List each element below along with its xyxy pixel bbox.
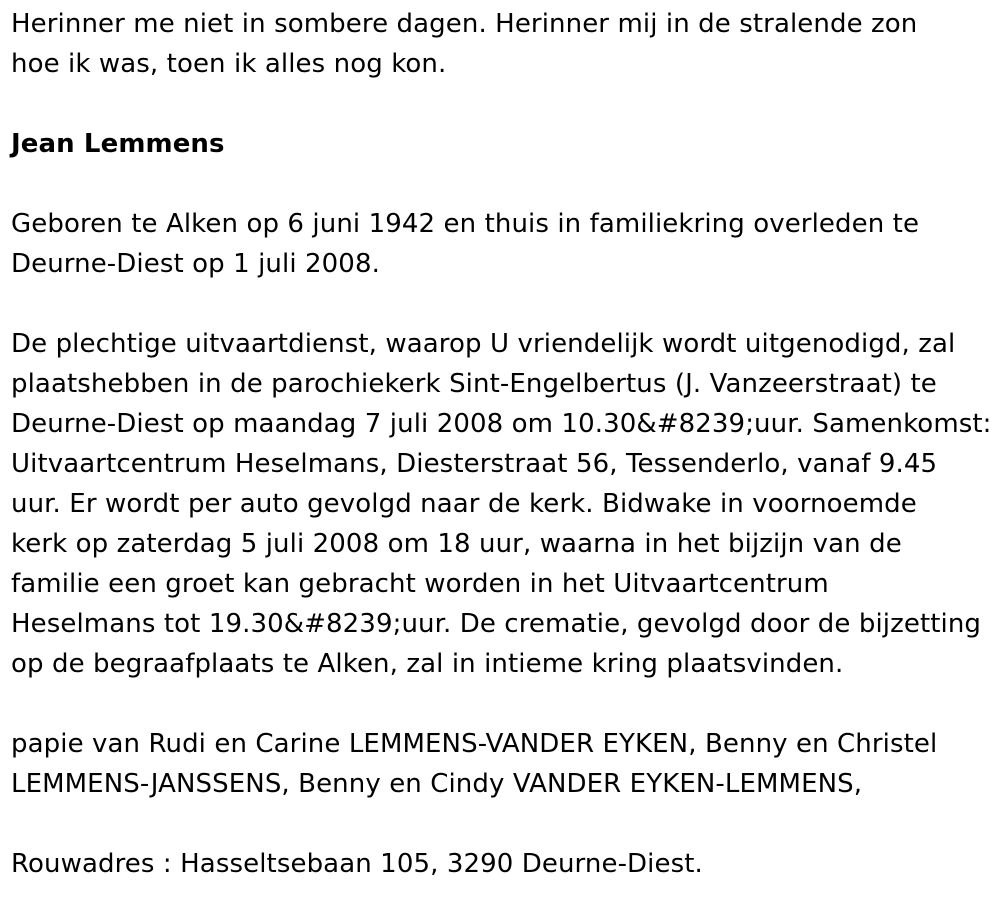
family-paragraph: papie van Rudi en Carine LEMMENS-VANDER EYKEN, Benny en Christel LEMMENS-JANSSENS, Benny en Cindy VANDER EYKEN-LEMMENS,	[11, 729, 938, 799]
service-paragraph: De plechtige uitvaartdienst, waarop U vriendelijk wordt uitgenodigd, zal plaatshebben in de parochiekerk Sint-Engelbertus (J. Vanzeerstraat) te Deurne-Diest op maandag 7 juli 2008 om 10.30&#8239;uur. Samenkomst: Uitvaartcentrum Heselmans, Diesterstraat 56, Tessenderlo, vanaf 9.45 uur. Er wordt per auto gevolgd naar de kerk. Bidwake in voornoemde kerk op zaterdag 5 juli 2008 om 18 uur, waarna in het bijzijn van de familie een groet kan gebracht worden in het Uitvaartcentrum Heselmans tot 19.30&#8239;uur. De crematie, gevolgd door de bijzetting op de begraafplaats te Alken, zal in intieme kring plaatsvinden.	[11, 329, 992, 679]
deceased-name: Jean Lemmens	[11, 129, 225, 159]
obituary-document	[11, 4, 996, 884]
address-paragraph: Rouwadres : Hasseltsebaan 105, 3290 Deurne-Diest.	[11, 849, 703, 879]
poem-paragraph: Herinner me niet in sombere dagen. Herinner mij in de stralende zon hoe ik was, toen ik alles nog kon.	[11, 9, 918, 79]
birth-death-paragraph: Geboren te Alken op 6 juni 1942 en thuis in familiekring overleden te Deurne-Diest op 1 juli 2008.	[11, 209, 920, 279]
